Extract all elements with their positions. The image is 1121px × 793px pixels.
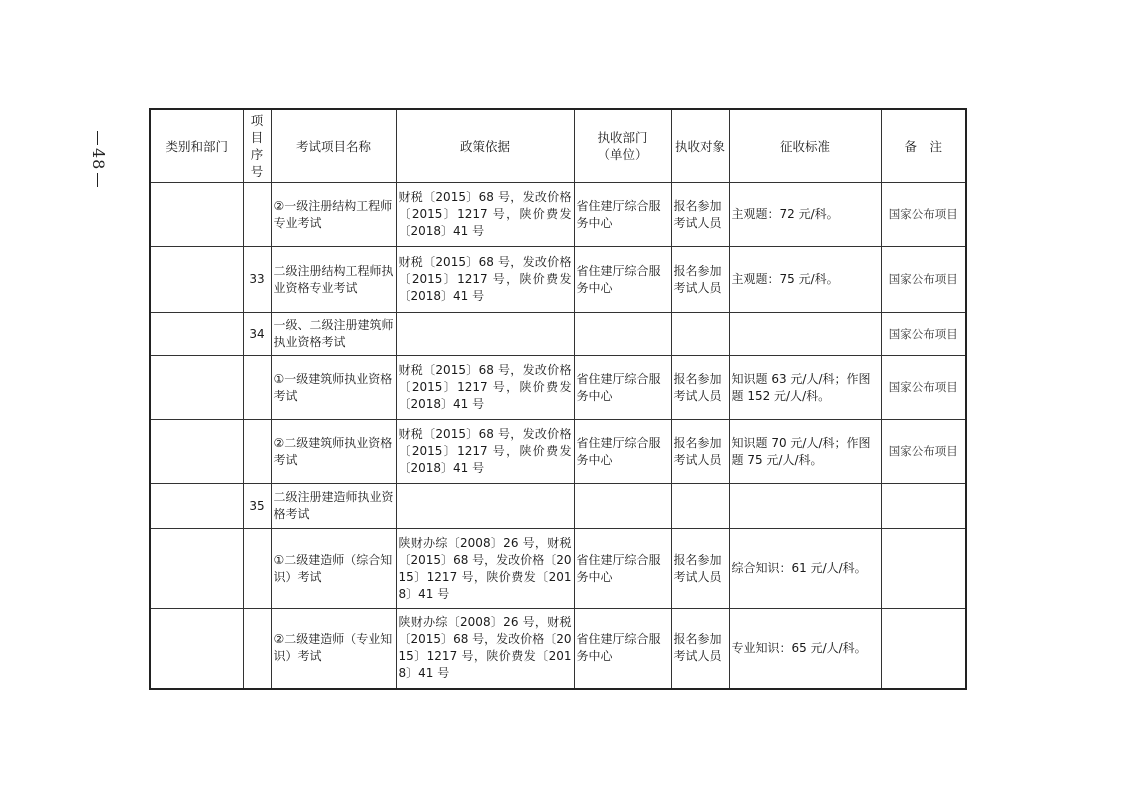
- table-row: [150, 609, 966, 689]
- cell-basis: 财税〔2015〕68 号，发改价格〔2015〕1217 号，陕价费发〔2018〕41 号: [396, 247, 574, 313]
- header-row: [150, 109, 966, 183]
- cell-department: [574, 484, 671, 529]
- fee-table: [149, 108, 967, 690]
- cell-department: 省住建厅综合服务中心: [574, 356, 671, 420]
- cell-category: [150, 356, 243, 420]
- cell-remark: 国家公布项目: [881, 247, 966, 313]
- cell-remark: [881, 609, 966, 689]
- cell-name: ②一级注册结构工程师专业考试: [271, 183, 396, 247]
- cell-standard: 综合知识：61 元/人/科。: [729, 529, 881, 609]
- table-row: [150, 356, 966, 420]
- cell-category: [150, 313, 243, 356]
- cell-basis: [396, 313, 574, 356]
- cell-target: [671, 313, 729, 356]
- cell-target: 报名参加考试人员: [671, 529, 729, 609]
- cell-department: 省住建厅综合服务中心: [574, 247, 671, 313]
- cell-basis: 陕财办综〔2008〕26 号，财税〔2015〕68 号，发改价格〔2015〕1217 号，陕价费发〔2018〕41 号: [396, 609, 574, 689]
- cell-target: 报名参加考试人员: [671, 420, 729, 484]
- cell-standard: 主观题：75 元/科。: [729, 247, 881, 313]
- cell-name: ①一级建筑师执业资格考试: [271, 356, 396, 420]
- cell-basis: [396, 484, 574, 529]
- cell-seq: [243, 529, 271, 609]
- cell-department: 省住建厅综合服务中心: [574, 420, 671, 484]
- cell-basis: 陕财办综〔2008〕26 号，财税〔2015〕68 号，发改价格〔2015〕1217 号，陕价费发〔2018〕41 号: [396, 529, 574, 609]
- header-department-sub: （单位）: [597, 147, 648, 162]
- cell-seq: [243, 609, 271, 689]
- cell-name: 二级注册建造师执业资格考试: [271, 484, 396, 529]
- cell-target: 报名参加考试人员: [671, 247, 729, 313]
- header-remark: 备 注: [881, 109, 966, 183]
- cell-remark: [881, 529, 966, 609]
- table-row: [150, 247, 966, 313]
- header-category: 类别和部门: [150, 109, 243, 183]
- cell-seq: 35: [243, 484, 271, 529]
- cell-basis: 财税〔2015〕68 号，发改价格〔2015〕1217 号，陕价费发〔2018〕41 号: [396, 420, 574, 484]
- header-department-label: 执收部门: [597, 130, 648, 145]
- header-name: 考试项目名称: [271, 109, 396, 183]
- cell-standard: 主观题：72 元/科。: [729, 183, 881, 247]
- cell-standard: 知识题 70 元/人/科；作图题 75 元/人/科。: [729, 420, 881, 484]
- cell-standard: 专业知识：65 元/人/科。: [729, 609, 881, 689]
- cell-standard: [729, 313, 881, 356]
- cell-category: [150, 183, 243, 247]
- cell-seq: 34: [243, 313, 271, 356]
- header-seq: 项目序号: [243, 109, 271, 183]
- cell-seq: 33: [243, 247, 271, 313]
- cell-department: 省住建厅综合服务中心: [574, 529, 671, 609]
- cell-name: ①二级建造师（综合知识）考试: [271, 529, 396, 609]
- cell-seq: [243, 356, 271, 420]
- cell-target: 报名参加考试人员: [671, 609, 729, 689]
- cell-seq: [243, 420, 271, 484]
- table-row: [150, 313, 966, 356]
- cell-department: 省住建厅综合服务中心: [574, 609, 671, 689]
- table-row: [150, 183, 966, 247]
- cell-category: [150, 420, 243, 484]
- cell-remark: 国家公布项目: [881, 313, 966, 356]
- cell-target: [671, 484, 729, 529]
- cell-remark: 国家公布项目: [881, 183, 966, 247]
- cell-target: 报名参加考试人员: [671, 356, 729, 420]
- table-row: [150, 420, 966, 484]
- header-department: [574, 109, 671, 183]
- cell-name: 一级、二级注册建筑师执业资格考试: [271, 313, 396, 356]
- header-basis: 政策依据: [396, 109, 574, 183]
- cell-basis: 财税〔2015〕68 号，发改价格〔2015〕1217 号，陕价费发〔2018〕41 号: [396, 183, 574, 247]
- page-number: 48: [89, 128, 108, 190]
- cell-standard: [729, 484, 881, 529]
- table-row: [150, 529, 966, 609]
- cell-remark: [881, 484, 966, 529]
- cell-seq: [243, 183, 271, 247]
- cell-target: 报名参加考试人员: [671, 183, 729, 247]
- cell-category: [150, 484, 243, 529]
- cell-name: ②二级建造师（专业知识）考试: [271, 609, 396, 689]
- cell-remark: 国家公布项目: [881, 420, 966, 484]
- header-target: 执收对象: [671, 109, 729, 183]
- cell-category: [150, 529, 243, 609]
- cell-department: [574, 313, 671, 356]
- cell-standard: 知识题 63 元/人/科；作图题 152 元/人/科。: [729, 356, 881, 420]
- cell-name: ②二级建筑师执业资格考试: [271, 420, 396, 484]
- table-row: [150, 484, 966, 529]
- cell-category: [150, 609, 243, 689]
- cell-department: 省住建厅综合服务中心: [574, 183, 671, 247]
- header-standard: 征收标准: [729, 109, 881, 183]
- cell-remark: 国家公布项目: [881, 356, 966, 420]
- cell-name: 二级注册结构工程师执业资格专业考试: [271, 247, 396, 313]
- cell-category: [150, 247, 243, 313]
- cell-basis: 财税〔2015〕68 号，发改价格〔2015〕1217 号，陕价费发〔2018〕41 号: [396, 356, 574, 420]
